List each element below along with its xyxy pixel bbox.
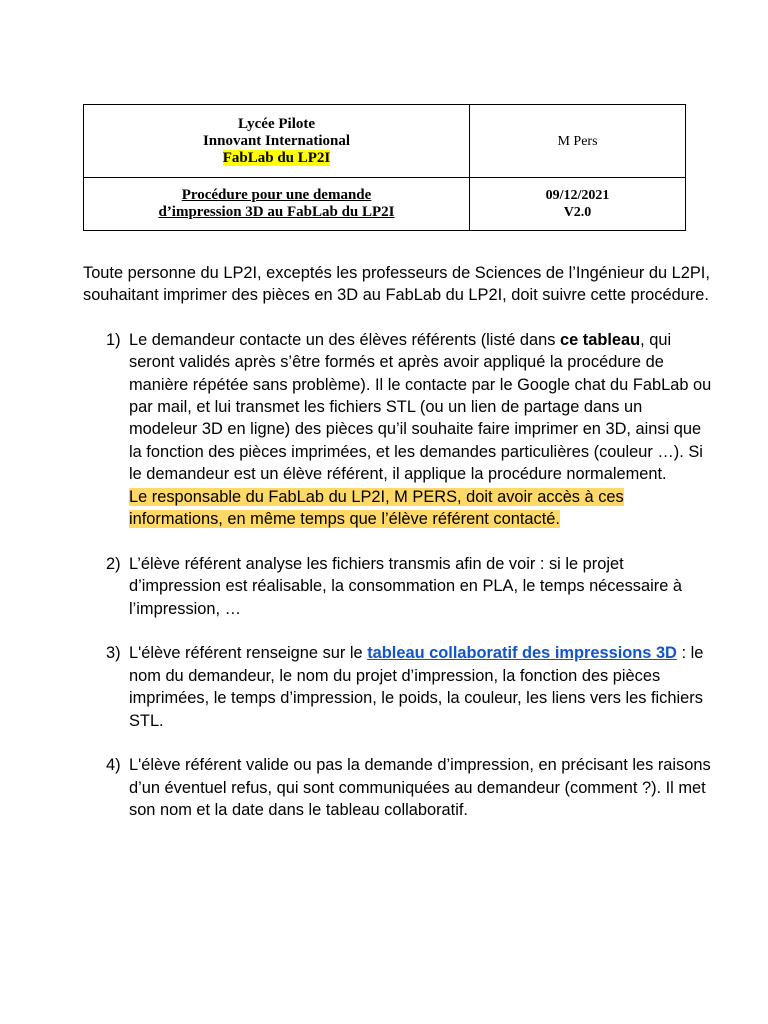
school-name-cell bbox=[84, 105, 470, 178]
document-title-cell bbox=[84, 178, 470, 231]
step-2 bbox=[83, 553, 713, 620]
step-4 bbox=[83, 754, 713, 821]
step-number: 3) bbox=[106, 644, 121, 663]
intro-paragraph: Toute personne du LP2I, exceptés les professeurs de Sciences de l’Ingénieur du L2PI, souhaitant imprimer des pièces en 3D au FabLab du LP2I, doit suivre cette procédure. bbox=[83, 264, 710, 305]
date-version-cell bbox=[470, 178, 686, 231]
collaborative-table-link[interactable]: tableau collaboratif des impressions 3D bbox=[367, 644, 677, 663]
step-1 bbox=[83, 329, 713, 531]
step-number: 1) bbox=[106, 330, 121, 349]
document-header-table bbox=[83, 104, 686, 231]
document-title-line2: d’impression 3D au FabLab du LP2I bbox=[158, 204, 395, 220]
document-title-line1: Procédure pour une demande bbox=[181, 187, 372, 203]
author-name: M Pers bbox=[557, 133, 598, 149]
step-4-text: L'élève référent valide ou pas la demande d’impression, en précisant les raisons d’un éventuel refus, qui sont communiquées au demandeur (comment ?). Il met son nom et la date dans le tableau collaboratif. bbox=[129, 756, 711, 820]
author-cell bbox=[470, 105, 686, 178]
step-3-text-start: L'élève référent renseigne sur le bbox=[129, 644, 368, 663]
school-name-line2: Innovant International bbox=[202, 132, 351, 149]
step-number: 4) bbox=[106, 756, 121, 775]
step-3 bbox=[83, 642, 713, 732]
step-3-text-end: : le nom du demandeur, le nom du projet d’impression, la fonction des pièces imprimées, le temps d’impression, le poids, la couleur, les liens vers les fichiers STL. bbox=[129, 644, 704, 730]
ce-tableau-link[interactable]: ce tableau bbox=[559, 330, 641, 349]
document-body bbox=[83, 262, 713, 844]
document-date: 09/12/2021 bbox=[545, 188, 610, 203]
step-number: 2) bbox=[106, 554, 121, 573]
step-2-text: L’élève référent analyse les fichiers transmis afin de voir : si le projet d’impression est réalisable, la consommation en PLA, le temps nécessaire à l’impression, … bbox=[129, 554, 682, 618]
fablab-name: FabLab du LP2I bbox=[222, 149, 331, 166]
step-1-highlight: Le responsable du FabLab du LP2I, M PERS, doit avoir accès à ces informations, en même temps que l’élève référent contacté. bbox=[129, 487, 624, 529]
step-1-text-end: , qui seront validés après s’être formés et après avoir appliqué la procédure de manière répétée sans problème). Il le contacte par le Google chat du FabLab ou par mail, et lui transmet les fichiers STL (ou un lien de partage dans un modeleur 3D en ligne) des pièces qu’il souhaite faire imprimer en 3D, ainsi que la fonction des pièces imprimées, et les demandes particulières (couleur …). Si le demandeur est un élève référent, il applique la procédure normalement. bbox=[129, 330, 712, 484]
document-version: V2.0 bbox=[563, 205, 592, 220]
school-name-line1: Lycée Pilote bbox=[237, 115, 316, 132]
step-1-text-start: Le demandeur contacte un des élèves référents (listé dans bbox=[129, 330, 560, 349]
